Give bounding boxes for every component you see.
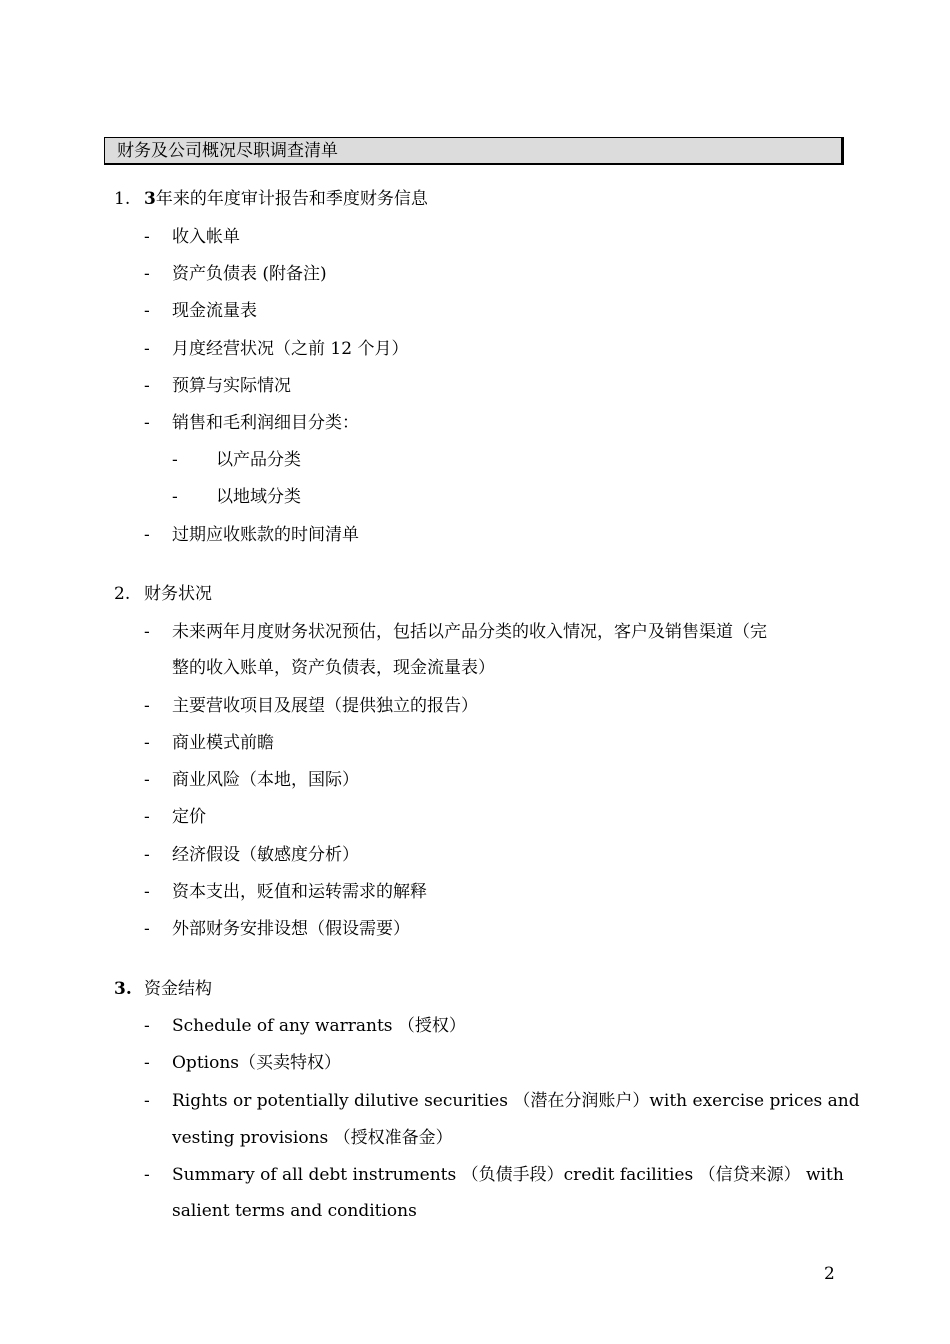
- list-item-text: 商业模式前瞻: [172, 733, 274, 753]
- section-number: 3.: [114, 979, 132, 999]
- bullet-dash: -: [144, 882, 150, 902]
- header-box: [104, 137, 844, 165]
- bullet-dash: -: [144, 845, 150, 865]
- bullet-dash: -: [172, 450, 178, 470]
- list-item-text: 过期应收账款的时间清单: [172, 525, 359, 545]
- bullet-dash: -: [144, 1091, 150, 1111]
- section-number: 1.: [114, 189, 131, 209]
- list-item-text: 销售和毛利润细目分类：: [172, 413, 359, 433]
- section-title: [144, 188, 428, 210]
- bullet-dash: -: [144, 919, 150, 939]
- bullet-dash: -: [144, 264, 150, 284]
- bullet-dash: -: [144, 770, 150, 790]
- bullet-dash: -: [144, 1053, 150, 1073]
- list-item-text: Rights or potentially dilutive securities （潜在分润账户）with exercise prices and: [172, 1091, 860, 1111]
- list-item-text: Schedule of any warrants （授权）: [172, 1016, 466, 1036]
- bullet-dash: -: [172, 487, 178, 507]
- list-item-text: Summary of all debt instruments （负债手段）credit facilities （信贷来源） with: [172, 1165, 844, 1185]
- list-item-text: 月度经营状况（之前 12 个月）: [172, 339, 409, 359]
- bullet-dash: -: [144, 1165, 150, 1185]
- list-item-text: 资本支出，贬值和运转需求的解释: [172, 882, 427, 902]
- bullet-dash: -: [144, 227, 150, 247]
- bullet-dash: -: [144, 807, 150, 827]
- bullet-dash: -: [144, 1016, 150, 1036]
- page-title: 财务及公司概况尽职调查清单: [117, 141, 338, 161]
- list-item-text: 商业风险（本地，国际）: [172, 770, 359, 790]
- sub-list-item-text: 以地域分类: [216, 487, 301, 507]
- section-title-bold: 3: [144, 189, 156, 209]
- bullet-dash: -: [144, 696, 150, 716]
- list-item-text: 整的收入账单，资产负债表，现金流量表）: [172, 658, 495, 678]
- bullet-dash: -: [144, 733, 150, 753]
- list-item-text: 定价: [172, 807, 206, 827]
- bullet-dash: -: [144, 301, 150, 321]
- list-item-text: vesting provisions （授权准备金）: [172, 1128, 453, 1148]
- list-item-text: 外部财务安排设想（假设需要）: [172, 919, 410, 939]
- list-item-text: 预算与实际情况: [172, 376, 291, 396]
- section-title-rest: 年来的年度审计报告和季度财务信息: [155, 189, 428, 209]
- list-item-text: salient terms and conditions: [172, 1201, 417, 1221]
- bullet-dash: -: [144, 622, 150, 642]
- bullet-dash: -: [144, 525, 150, 545]
- page-number: 2: [824, 1264, 835, 1284]
- bullet-dash: -: [144, 339, 150, 359]
- bullet-dash: -: [144, 376, 150, 396]
- list-item-text: 未来两年月度财务状况预估，包括以产品分类的收入情况，客户及销售渠道（完: [172, 622, 767, 642]
- section-title: 财务状况: [144, 584, 212, 604]
- list-item-text: 资产负债表 (附备注): [172, 264, 327, 284]
- sub-list-item-text: 以产品分类: [216, 450, 301, 470]
- list-item-text: 现金流量表: [172, 301, 257, 321]
- section-title: 资金结构: [144, 979, 212, 999]
- list-item-text: 经济假设（敏感度分析）: [172, 845, 359, 865]
- section-number: 2.: [114, 584, 131, 604]
- list-item-text: Options（买卖特权）: [172, 1053, 341, 1073]
- bullet-dash: -: [144, 413, 150, 433]
- list-item-text: 收入帐单: [172, 227, 240, 247]
- list-item-text: 主要营收项目及展望（提供独立的报告）: [172, 696, 478, 716]
